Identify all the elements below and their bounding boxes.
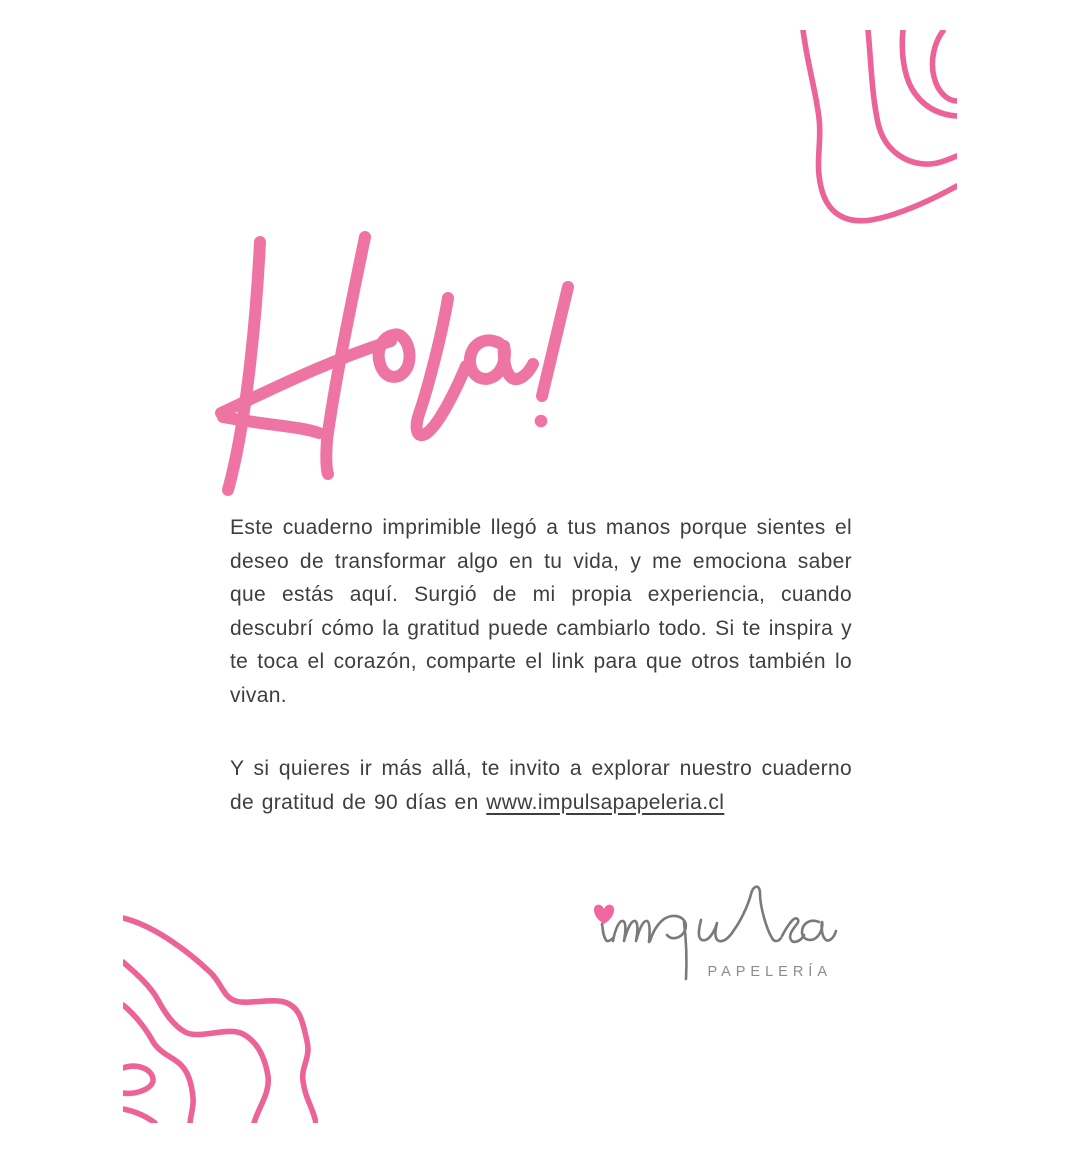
cta-paragraph	[230, 752, 852, 819]
contour-lines-top-right-icon	[793, 30, 957, 230]
heart-icon	[594, 905, 614, 924]
body-copy	[230, 511, 852, 819]
intro-paragraph: Este cuaderno imprimible llegó a tus manos porque sientes el deseo de transformar algo en tu vida, y me emociona saber que estás aquí. Surgió de mi propia experiencia, cuando descubrí cómo la gratitud puede cambiarlo todo. Si te inspira y te toca el corazón, comparte el link para que otros también lo vivan.	[230, 516, 852, 707]
contour-lines-bottom-left-icon	[123, 905, 318, 1123]
website-link[interactable]: www.impulsapapeleria.cl	[486, 790, 725, 814]
logo-tagline: PAPELERÍA	[707, 964, 832, 980]
cta-text: Y si quieres ir más allá, te invito a explorar nuestro cuaderno de gratitud de 90 días en	[230, 757, 852, 814]
hola-heading	[215, 228, 585, 498]
impulsa-logo	[588, 878, 844, 993]
